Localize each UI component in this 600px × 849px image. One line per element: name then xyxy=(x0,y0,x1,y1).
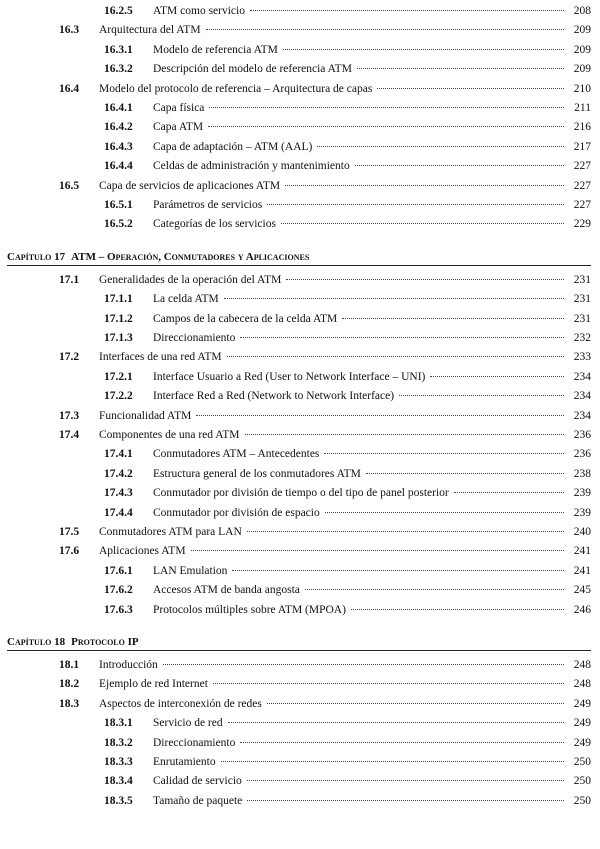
page-number: 209 xyxy=(573,63,591,76)
page-number: 248 xyxy=(573,678,591,691)
dot-leader xyxy=(247,531,564,532)
section-number: 17.1.1 xyxy=(104,293,133,306)
dot-leader xyxy=(342,318,564,319)
section-number: 17.1.2 xyxy=(104,312,133,325)
section-title: Introducción xyxy=(99,659,158,671)
toc-subsection-entry[interactable] xyxy=(104,331,591,345)
page-number: 239 xyxy=(573,506,591,519)
page-number: 249 xyxy=(573,697,591,710)
toc-section-entry[interactable] xyxy=(59,179,591,193)
toc-subsection-entry[interactable] xyxy=(104,4,591,18)
dot-leader xyxy=(430,376,564,377)
section-number: 16.3.2 xyxy=(104,63,133,76)
dot-leader xyxy=(209,107,564,108)
section-title: Interface Usuario a Red (User to Network Interface – UNI) xyxy=(153,370,426,383)
toc-subsection-entry[interactable] xyxy=(104,159,591,173)
toc-subsection-entry[interactable] xyxy=(104,198,591,212)
section-title: La celda ATM xyxy=(153,293,219,306)
dot-leader xyxy=(232,570,564,571)
page-number: 208 xyxy=(573,5,591,17)
page-number: 211 xyxy=(574,102,591,114)
section-number: 16.2.5 xyxy=(104,5,133,17)
page-number: 234 xyxy=(573,370,591,383)
toc-section-entry[interactable] xyxy=(59,658,591,672)
section-number: 16.4.1 xyxy=(104,102,133,114)
section-number: 17.6.3 xyxy=(104,603,133,616)
dot-leader xyxy=(191,550,564,551)
section-number: 18.3 xyxy=(59,697,80,710)
section-title: Capa de adaptación – ATM (AAL) xyxy=(153,140,313,153)
section-title: Campos de la cabecera de la celda ATM xyxy=(153,312,338,325)
section-number: 17.4.4 xyxy=(104,506,133,519)
toc-section-entry[interactable] xyxy=(59,544,591,558)
dot-leader xyxy=(305,589,564,590)
section-title: Ejemplo de red Internet xyxy=(99,678,208,691)
section-title: Interface Red a Red (Network to Network Interface) xyxy=(153,390,395,403)
toc-subsection-entry[interactable] xyxy=(104,603,591,617)
page-number: 209 xyxy=(573,24,591,37)
dot-leader xyxy=(267,204,564,205)
section-number: 17.6.1 xyxy=(104,564,133,577)
dot-leader xyxy=(325,512,564,513)
section-title: Calidad de servicio xyxy=(153,775,242,788)
section-number: 17.4.3 xyxy=(104,487,133,500)
toc-subsection-entry[interactable] xyxy=(104,292,591,306)
page-number: 229 xyxy=(573,218,591,231)
dot-leader xyxy=(206,29,564,30)
toc-section-entry[interactable] xyxy=(59,273,591,287)
section-number: 17.2.1 xyxy=(104,370,133,383)
chapter-title: Protocolo IP xyxy=(71,636,139,648)
toc-subsection-entry[interactable] xyxy=(104,389,591,403)
section-title: Funcionalidad ATM xyxy=(99,409,192,422)
section-title: Estructura general de los conmutadores ATM xyxy=(153,467,361,480)
section-title: Modelo de referencia ATM xyxy=(153,43,278,56)
section-number: 18.3.5 xyxy=(104,794,133,807)
toc-subsection-entry[interactable] xyxy=(104,583,591,597)
toc-subsection-entry[interactable] xyxy=(104,716,591,730)
section-title: Categorías de los servicios xyxy=(153,218,276,231)
section-number: 16.4.2 xyxy=(104,121,133,134)
toc-subsection-entry[interactable] xyxy=(104,62,591,76)
page-number: 238 xyxy=(573,467,591,480)
section-number: 18.3.2 xyxy=(104,736,133,749)
section-number: 16.4 xyxy=(59,82,80,95)
toc-subsection-entry[interactable] xyxy=(104,447,591,461)
section-title: Celdas de administración y mantenimiento xyxy=(153,160,350,173)
dot-leader xyxy=(163,664,564,665)
section-number: 17.1 xyxy=(59,273,80,286)
dot-leader xyxy=(317,146,564,147)
page-number: 250 xyxy=(573,775,591,788)
page-number: 217 xyxy=(573,140,591,153)
section-title: LAN Emulation xyxy=(153,564,228,577)
dot-leader xyxy=(399,395,564,396)
dot-leader xyxy=(213,683,564,684)
toc-section-entry[interactable] xyxy=(59,525,591,539)
dot-leader xyxy=(250,10,564,11)
toc-subsection-entry[interactable] xyxy=(104,467,591,481)
section-number: 16.5.1 xyxy=(104,199,133,211)
dot-leader xyxy=(366,473,564,474)
page-number: 249 xyxy=(573,717,591,730)
section-title: Conmutadores ATM – Antecedentes xyxy=(153,448,320,461)
toc-subsection-entry[interactable] xyxy=(104,43,591,57)
section-number: 17.4.1 xyxy=(104,448,133,461)
dot-leader xyxy=(224,298,564,299)
toc-subsection-entry[interactable] xyxy=(104,564,591,578)
dot-leader xyxy=(286,279,564,280)
section-number: 18.1 xyxy=(59,659,80,671)
toc-subsection-entry[interactable] xyxy=(104,120,591,134)
section-number: 17.4.2 xyxy=(104,467,133,480)
dot-leader xyxy=(281,223,564,224)
toc-subsection-entry[interactable] xyxy=(104,486,591,500)
section-number: 17.6 xyxy=(59,545,80,558)
dot-leader xyxy=(245,434,564,435)
toc-section-entry[interactable] xyxy=(59,82,591,96)
section-title: Direccionamiento xyxy=(153,736,236,749)
toc-subsection-entry[interactable] xyxy=(104,755,591,769)
page-number: 210 xyxy=(573,82,591,95)
section-title: Direccionamiento xyxy=(153,332,236,344)
page-number: 233 xyxy=(573,351,591,364)
toc-subsection-entry[interactable] xyxy=(104,736,591,750)
toc-subsection-entry[interactable] xyxy=(104,506,591,520)
chapter-heading xyxy=(7,636,591,651)
section-title: Descripción del modelo de referencia ATM xyxy=(153,63,352,76)
section-number: 16.4.3 xyxy=(104,140,133,153)
toc-section-entry[interactable] xyxy=(59,428,591,442)
chapter-heading xyxy=(7,251,591,266)
section-title: Parámetros de servicios xyxy=(153,199,263,211)
section-title: Conmutadores ATM para LAN xyxy=(99,526,242,538)
section-number: 16.5 xyxy=(59,179,80,192)
page-number: 231 xyxy=(573,312,591,325)
dot-leader xyxy=(454,492,564,493)
section-title: Conmutador por división de espacio xyxy=(153,506,320,519)
section-number: 17.2.2 xyxy=(104,390,133,403)
toc-subsection-entry[interactable] xyxy=(104,101,591,115)
section-title: Enrutamiento xyxy=(153,756,216,768)
page-number: 250 xyxy=(573,794,591,807)
section-number: 17.1.3 xyxy=(104,332,133,344)
toc-subsection-entry[interactable] xyxy=(104,794,591,808)
section-title: Capa física xyxy=(153,102,205,114)
section-title: Aplicaciones ATM xyxy=(99,545,186,558)
page-number: 234 xyxy=(573,390,591,403)
section-number: 18.3.1 xyxy=(104,717,133,730)
dot-leader xyxy=(377,88,564,89)
page-number: 240 xyxy=(573,526,591,538)
dot-leader xyxy=(351,609,564,610)
toc-section-entry[interactable] xyxy=(59,677,591,691)
section-title: Componentes de una red ATM xyxy=(99,429,240,441)
dot-leader xyxy=(285,185,564,186)
section-number: 17.6.2 xyxy=(104,584,133,597)
section-title: Tamaño de paquete xyxy=(153,794,243,807)
chapter-label: Capítulo 18 xyxy=(7,636,66,648)
section-number: 16.3.1 xyxy=(104,43,133,56)
section-number: 17.2 xyxy=(59,351,80,364)
section-number: 16.5.2 xyxy=(104,218,133,231)
page-number: 231 xyxy=(573,293,591,306)
dot-leader xyxy=(228,722,564,723)
page-number: 246 xyxy=(573,603,591,616)
toc-section-entry[interactable] xyxy=(59,23,591,37)
section-number: 18.3.4 xyxy=(104,775,133,788)
section-title: ATM como servicio xyxy=(153,5,245,17)
section-title: Arquitectura del ATM xyxy=(99,24,201,37)
dot-leader xyxy=(283,49,564,50)
section-title: Interfaces de una red ATM xyxy=(99,351,222,364)
page-number: 227 xyxy=(573,199,591,211)
dot-leader xyxy=(355,165,564,166)
page-number: 216 xyxy=(573,121,591,134)
page-number: 248 xyxy=(573,659,591,671)
dot-leader xyxy=(240,337,564,338)
toc-subsection-entry[interactable] xyxy=(104,217,591,231)
toc-subsection-entry[interactable] xyxy=(104,370,591,384)
page-number: 227 xyxy=(573,179,591,192)
dot-leader xyxy=(324,453,564,454)
section-title: Accesos ATM de banda angosta xyxy=(153,584,300,597)
section-number: 18.2 xyxy=(59,678,80,691)
page-number: 239 xyxy=(573,487,591,500)
page-number: 241 xyxy=(573,564,591,577)
dot-leader xyxy=(267,703,564,704)
dot-leader xyxy=(240,742,564,743)
section-title: Capa de servicios de aplicaciones ATM xyxy=(99,179,281,192)
page-number: 236 xyxy=(573,429,591,441)
section-title: Protocolos múltiples sobre ATM (MPOA) xyxy=(153,603,346,616)
section-title: Servicio de red xyxy=(153,717,223,730)
page-number: 249 xyxy=(573,736,591,749)
section-number: 18.3.3 xyxy=(104,756,133,768)
section-number: 17.5 xyxy=(59,526,80,538)
section-title: Modelo del protocolo de referencia – Arquitectura de capas xyxy=(99,82,373,95)
section-number: 17.3 xyxy=(59,409,80,422)
page-number: 245 xyxy=(573,584,591,597)
toc-subsection-entry[interactable] xyxy=(104,774,591,788)
toc-subsection-entry[interactable] xyxy=(104,140,591,154)
dot-leader xyxy=(221,761,564,762)
toc-section-entry[interactable] xyxy=(59,409,591,423)
dot-leader xyxy=(196,415,564,416)
toc-subsection-entry[interactable] xyxy=(104,312,591,326)
dot-leader xyxy=(247,800,564,801)
page-number: 241 xyxy=(573,545,591,558)
page-number: 232 xyxy=(573,332,591,344)
page-number: 231 xyxy=(573,273,591,286)
page-number: 209 xyxy=(573,43,591,56)
section-number: 17.4 xyxy=(59,429,80,441)
toc-section-entry[interactable] xyxy=(59,350,591,364)
chapter-label: Capítulo 17 xyxy=(7,250,66,263)
dot-leader xyxy=(247,780,564,781)
toc-section-entry[interactable] xyxy=(59,697,591,711)
page-number: 227 xyxy=(573,160,591,173)
page-number: 236 xyxy=(573,448,591,461)
chapter-title: ATM – Operación, Conmutadores y Aplicaciones xyxy=(71,250,310,263)
section-title: Capa ATM xyxy=(153,121,204,134)
dot-leader xyxy=(208,126,564,127)
section-title: Generalidades de la operación del ATM xyxy=(99,273,282,286)
section-title: Aspectos de interconexión de redes xyxy=(99,697,262,710)
page-number: 250 xyxy=(573,756,591,768)
section-number: 16.4.4 xyxy=(104,160,133,173)
dot-leader xyxy=(227,356,564,357)
dot-leader xyxy=(357,68,564,69)
page-number: 234 xyxy=(573,409,591,422)
section-number: 16.3 xyxy=(59,24,80,37)
section-title: Conmutador por división de tiempo o del tipo de panel posterior xyxy=(153,487,449,500)
